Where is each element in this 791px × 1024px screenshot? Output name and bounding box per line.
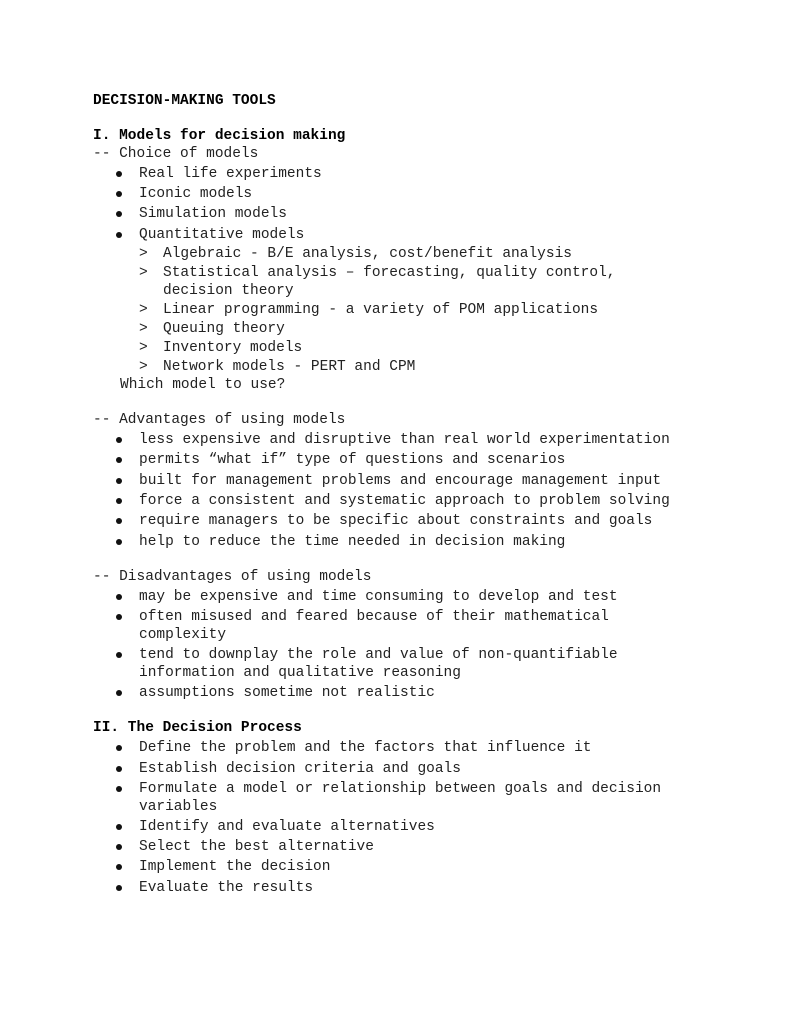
list-item: Simulation models (139, 206, 287, 222)
bullet-icon (116, 211, 122, 217)
bullet-icon (116, 539, 122, 545)
advantages-heading: -- Advantages of using models (93, 412, 346, 428)
section-2-heading: II. The Decision Process (93, 720, 302, 736)
list-item-continuation: complexity (139, 627, 227, 643)
bullet-icon (116, 518, 122, 524)
disadvantages-heading: -- Disadvantages of using models (93, 569, 372, 585)
sub-list-item: Algebraic - B/E analysis, cost/benefit analysis (163, 246, 572, 262)
list-item-continuation: variables (139, 799, 218, 815)
bullet-icon (116, 824, 122, 830)
list-item: Quantitative models (139, 227, 305, 243)
bullet-icon (116, 614, 122, 620)
which-model-question: Which model to use? (120, 377, 286, 393)
bullet-icon (116, 498, 122, 504)
sub-marker-icon: > (139, 302, 148, 318)
list-item: Formulate a model or relationship between goals and decision (139, 781, 662, 797)
bullet-icon (116, 478, 122, 484)
list-item: built for management problems and encourage management input (139, 473, 662, 489)
list-item: assumptions sometime not realistic (139, 685, 435, 701)
list-item: Establish decision criteria and goals (139, 761, 461, 777)
list-item-continuation: information and qualitative reasoning (139, 665, 461, 681)
list-item: often misused and feared because of their mathematical (139, 609, 609, 625)
list-item: Evaluate the results (139, 880, 314, 896)
bullet-icon (116, 437, 122, 443)
sub-marker-icon: > (139, 321, 148, 337)
bullet-icon (116, 191, 122, 197)
sub-marker-icon: > (139, 340, 148, 356)
list-item: Define the problem and the factors that influence it (139, 740, 592, 756)
list-item: less expensive and disruptive than real world experimentation (139, 432, 670, 448)
bullet-icon (116, 652, 122, 658)
bullet-icon (116, 766, 122, 772)
sub-list-item: Linear programming - a variety of POM applications (163, 302, 599, 318)
sub-list-item: Statistical analysis – forecasting, quality control, (163, 265, 616, 281)
list-item: may be expensive and time consuming to develop and test (139, 589, 618, 605)
bullet-icon (116, 457, 122, 463)
sub-list-item: Inventory models (163, 340, 303, 356)
list-item: Implement the decision (139, 859, 331, 875)
bullet-icon (116, 864, 122, 870)
list-item: require managers to be specific about constraints and goals (139, 513, 653, 529)
list-item: Real life experiments (139, 166, 322, 182)
sub-list-item: Network models - PERT and CPM (163, 359, 416, 375)
bullet-icon (116, 745, 122, 751)
list-item: help to reduce the time needed in decision making (139, 534, 566, 550)
bullet-icon (116, 690, 122, 696)
document-title: DECISION-MAKING TOOLS (93, 93, 276, 109)
bullet-icon (116, 171, 122, 177)
section-1-heading: I. Models for decision making (93, 128, 346, 144)
bullet-icon (116, 844, 122, 850)
bullet-icon (116, 232, 122, 238)
bullet-icon (116, 786, 122, 792)
sub-marker-icon: > (139, 359, 148, 375)
sub-marker-icon: > (139, 265, 148, 281)
bullet-icon (116, 594, 122, 600)
sub-list-item-continuation: decision theory (163, 283, 294, 299)
list-item: force a consistent and systematic approach to problem solving (139, 493, 670, 509)
bullet-icon (116, 885, 122, 891)
sub-list-item: Queuing theory (163, 321, 285, 337)
list-item: Select the best alternative (139, 839, 374, 855)
list-item: Iconic models (139, 186, 253, 202)
sub-marker-icon: > (139, 246, 148, 262)
choice-of-models-heading: -- Choice of models (93, 146, 259, 162)
list-item: tend to downplay the role and value of non-quantifiable (139, 647, 618, 663)
list-item: permits “what if” type of questions and scenarios (139, 452, 566, 468)
list-item: Identify and evaluate alternatives (139, 819, 435, 835)
